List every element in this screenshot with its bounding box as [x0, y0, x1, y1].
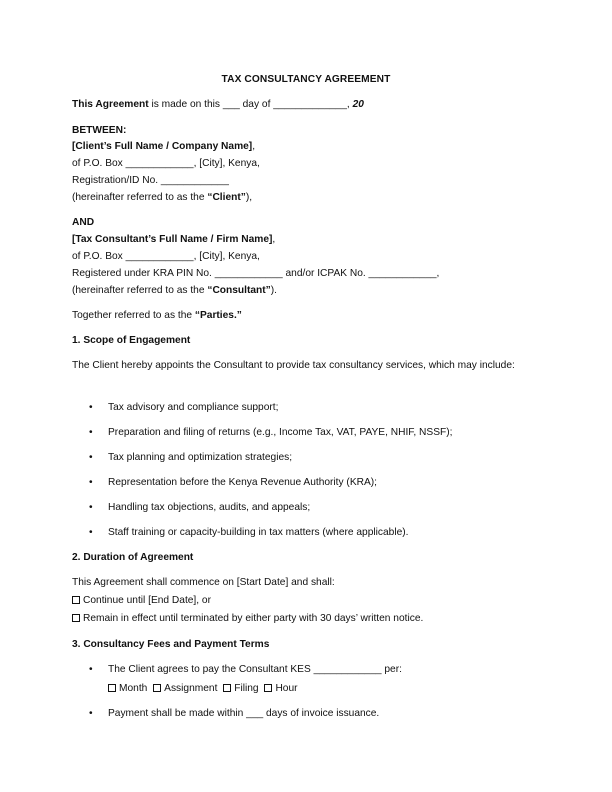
consultant-name-line: [72, 233, 540, 247]
duration-heading-text: 2. Duration of Agreement: [72, 552, 194, 563]
and-heading-text: AND: [72, 217, 95, 228]
duration-option-1: [72, 594, 540, 608]
fee-filing-checkbox[interactable]: [223, 684, 231, 692]
parties-line: [72, 309, 540, 323]
scope-item: Tax planning and optimization strategies;: [108, 452, 293, 463]
client-ref-term: “Client”: [207, 192, 246, 203]
duration-option-2: [72, 612, 540, 626]
client-name-comma: ,: [252, 141, 256, 152]
bullet-icon: •: [89, 477, 93, 488]
intro-lead: This Agreement: [72, 99, 149, 110]
parties-prefix: Together referred to as the: [72, 310, 195, 321]
client-registration: Registration/ID No. ____________: [72, 175, 229, 186]
consultant-registration: Registered under KRA PIN No. ____________ and/or ICPAK No. ____________,: [72, 268, 440, 279]
fees-heading-text: 3. Consultancy Fees and Payment Terms: [72, 639, 270, 650]
scope-item: Representation before the Kenya Revenue Authority (KRA);: [108, 477, 377, 488]
intro-date-text: is made on this ___ day of _____________,: [151, 99, 350, 110]
bullet-icon: •: [89, 502, 93, 513]
document-title: [0, 73, 612, 87]
scope-item: Preparation and filing of returns (e.g., Income Tax, VAT, PAYE, NHIF, NSSF);: [108, 427, 453, 438]
fee-hour-checkbox[interactable]: [264, 684, 272, 692]
consultant-box-line: [72, 250, 540, 264]
bullet-icon: •: [89, 664, 93, 675]
client-name-line: [72, 140, 540, 154]
scope-intro-text: The Client hereby appoints the Consultant to provide tax consultancy services, which may include:: [72, 360, 515, 371]
agreement-intro: [72, 98, 540, 112]
duration-heading: [72, 551, 540, 565]
fee-assignment-checkbox[interactable]: [153, 684, 161, 692]
fees-item-1-line-1: The Client agrees to pay the Consultant KES ____________ per:: [108, 664, 402, 675]
duration-intro: [72, 576, 540, 590]
title-text: TAX CONSULTANCY AGREEMENT: [221, 74, 391, 85]
fee-option-filing: Filing: [234, 683, 259, 694]
duration-option-1-label: Continue until [End Date], or: [83, 595, 211, 606]
duration-intro-text: This Agreement shall commence on [Start Date] and shall:: [72, 577, 335, 588]
client-reference-line: [72, 191, 540, 205]
scope-item: Tax advisory and compliance support;: [108, 402, 279, 413]
bullet-icon: •: [89, 527, 93, 538]
scope-intro: [72, 357, 540, 375]
consultant-name: [Tax Consultant’s Full Name / Firm Name]: [72, 234, 273, 245]
client-registration-line: [72, 174, 540, 188]
consultant-box: of P.O. Box ____________, [City], Kenya,: [72, 251, 260, 262]
client-ref-prefix: (hereinafter referred to as the: [72, 192, 208, 203]
bullet-icon: •: [89, 708, 93, 719]
parties-term: “Parties.”: [194, 310, 242, 321]
scope-item: Staff training or capacity-building in tax matters (where applicable).: [108, 527, 409, 538]
consultant-ref-prefix: (hereinafter referred to as the: [72, 285, 208, 296]
consultant-registration-line: [72, 267, 540, 281]
duration-option-2-label: Remain in effect until terminated by either party with 30 days’ written notice.: [83, 613, 424, 624]
consultant-name-comma: ,: [272, 234, 276, 245]
consultant-ref-suffix: ).: [270, 285, 277, 296]
fees-options: [108, 682, 298, 696]
consultant-reference-line: [72, 284, 540, 298]
fee-option-assignment: Assignment: [164, 683, 218, 694]
duration-option-2-checkbox[interactable]: [72, 614, 80, 622]
bullet-icon: •: [89, 402, 93, 413]
client-ref-suffix: ),: [245, 192, 253, 203]
fees-heading: [72, 638, 540, 652]
fee-option-month: Month: [119, 683, 148, 694]
between-heading: [72, 124, 540, 138]
client-box: of P.O. Box ____________, [City], Kenya,: [72, 158, 260, 169]
bullet-icon: •: [89, 452, 93, 463]
fee-option-hour: Hour: [275, 683, 298, 694]
client-box-line: [72, 157, 540, 171]
duration-option-1-checkbox[interactable]: [72, 596, 80, 604]
client-name: [Client’s Full Name / Company Name]: [72, 141, 253, 152]
scope-heading: [72, 334, 540, 348]
consultant-ref-term: “Consultant”: [207, 285, 271, 296]
between-heading-text: BETWEEN:: [72, 125, 127, 136]
scope-heading-text: 1. Scope of Engagement: [72, 335, 191, 346]
scope-item: Handling tax objections, audits, and appeals;: [108, 502, 311, 513]
and-heading: [72, 216, 540, 230]
fee-month-checkbox[interactable]: [108, 684, 116, 692]
bullet-icon: •: [89, 427, 93, 438]
fees-item-2: Payment shall be made within ___ days of invoice issuance.: [108, 708, 380, 719]
intro-year: 20: [352, 99, 364, 110]
